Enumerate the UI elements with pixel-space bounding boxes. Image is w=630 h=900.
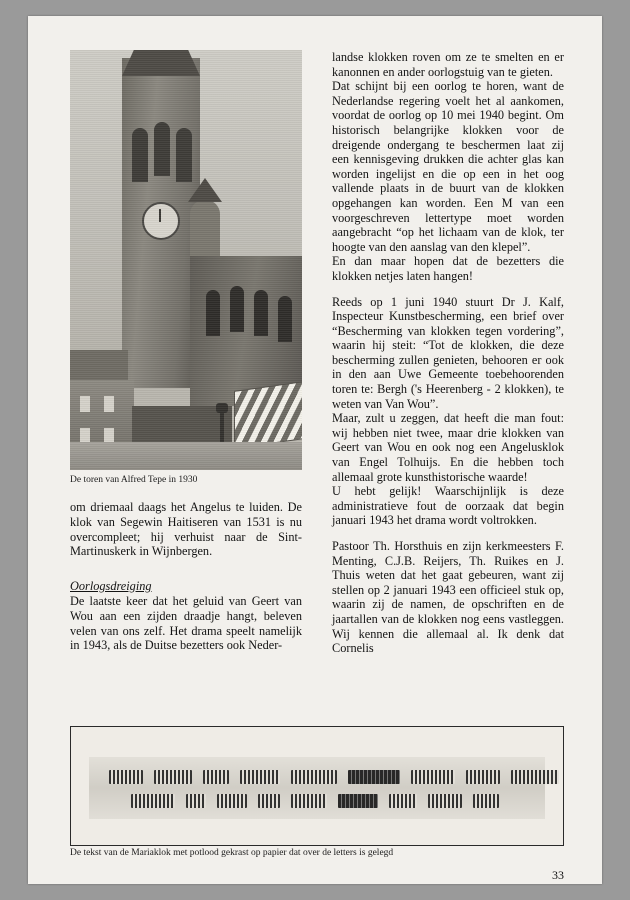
- photo-house-window: [80, 396, 90, 412]
- photo-window: [206, 290, 220, 336]
- rubbing-glyph-group: [186, 794, 206, 808]
- rubbing-glyph-group: [428, 794, 462, 808]
- photo-window: [254, 290, 268, 336]
- right-paragraph-1: landse klokken roven om ze te smelten en er kanonnen en ander oorlogstuig van te gieten.: [332, 50, 564, 79]
- photo-striped-awning: [234, 381, 302, 449]
- church-tower-photo: [70, 50, 302, 470]
- rubbing-glyph-group: [203, 770, 229, 784]
- page-content: [70, 50, 564, 882]
- right-paragraph-5: Maar, zult u zeggen, dat heeft die man fout: wij hebben niet twee, maar drie klokken van Geert van Wou en ook nog een Angelusklok van Engel Tolhuijs. En die hebben toch allemaal grote kunsthistorische waarde!: [332, 411, 564, 484]
- spacer: [70, 570, 302, 579]
- photo-house-window: [104, 396, 114, 412]
- left-paragraph-1: om driemaal daags het Angelus te luiden. De klok van Segewin Haitiseren van 1531 is nu overcompleet; hij verhuist naar de Sint-Martinuskerk in Wijnbergen.: [70, 500, 302, 559]
- rubbing-glyph-group: [338, 794, 378, 808]
- photo-belfry-louvre: [154, 122, 170, 176]
- rubbing-text-line-1: [109, 769, 559, 784]
- rubbing-glyph-group: [511, 770, 559, 784]
- photo-belfry-louvre: [132, 128, 148, 182]
- rubbing-glyph-group: [291, 794, 327, 808]
- photo-street: [70, 442, 302, 470]
- photo-window: [278, 296, 292, 342]
- rubbing-glyph-group: [348, 770, 400, 784]
- pencil-rubbing-paper: [89, 757, 545, 819]
- rubbing-glyph-group: [291, 770, 337, 784]
- rubbing-glyph-group: [466, 770, 500, 784]
- rubbing-text-line-2: [131, 793, 499, 808]
- rubbing-glyph-group: [389, 794, 417, 808]
- right-column: [332, 50, 564, 667]
- rubbing-glyph-group: [217, 794, 247, 808]
- photo-caption: De toren van Alfred Tepe in 1930: [70, 475, 198, 485]
- rubbing-glyph-group: [258, 794, 280, 808]
- right-paragraph-7: Pastoor Th. Horsthuis en zijn kerkmeesters F. Menting, C.J.B. Reijers, Th. Ruikes en J. Thuis weten dat het gaat gebeuren, want zij stellen op 2 januari 1943 een officieel stuk op, waarin zij de namen, de opschriften en de jaartallen van de klokken nog eens vastleggen. Wij kennen die allemaal al. Ik denk dat Cornelis: [332, 539, 564, 656]
- photo-belfry-louvre: [176, 128, 192, 182]
- left-paragraph-2: De laatste keer dat het geluid van Geert van Wou aan een zijden draadje hangt, beleven velen van ons zelf. Het drama speelt namelijk in 1943, als de Duitse bezetters ook Neder-: [70, 594, 302, 653]
- rubbing-glyph-group: [240, 770, 280, 784]
- photo-stair-turret: [190, 200, 220, 260]
- figure-caption: De tekst van de Mariaklok met potlood gekrast op papier dat over de letters is gelegd: [70, 848, 394, 858]
- document-page: [28, 16, 602, 884]
- photo-spire: [122, 50, 200, 76]
- section-subheading: Oorlogsdreiging: [70, 578, 152, 593]
- photo-figure: [70, 50, 302, 486]
- photo-window: [230, 286, 244, 332]
- rubbing-glyph-group: [109, 770, 143, 784]
- spacer: [70, 486, 302, 500]
- right-paragraph-4: Reeds op 1 juni 1940 stuurt Dr J. Kalf, Inspecteur Kunstbescherming, een brief over “Bescherming van klokken tegen vordering”, waarin hij steit: “Tot de klokken, die deze bescherming zullen genieten, behooren er ook in den aan Uwe Gemeente toebehoorenden toren te: Bergh ('s Heerenberg - 2 klokken), te weten van Van Wou”.: [332, 294, 564, 411]
- left-column: [70, 50, 302, 653]
- rubbing-glyph-group: [131, 794, 175, 808]
- bell-inscription-figure: [70, 726, 564, 846]
- right-paragraph-3: En dan maar hopen dat de bezetters die klokken netjes laten hangen!: [332, 254, 564, 283]
- photo-street-lamp: [220, 410, 224, 446]
- rubbing-glyph-group: [411, 770, 455, 784]
- photo-clock-face: [142, 202, 180, 240]
- rubbing-glyph-group: [154, 770, 192, 784]
- page-number: 33: [552, 868, 564, 882]
- rubbing-glyph-group: [473, 794, 499, 808]
- right-paragraph-6: U hebt gelijk! Waarschijnlijk is deze administratieve fout de oorzaak dat begin januari 1943 het drama wordt voltrokken.: [332, 484, 564, 528]
- right-paragraph-2: Dat schijnt bij een oorlog te horen, want de Nederlandse regering voelt het al aankomen, voordat de oorlog op 10 mei 1940 begint. Om historisch belangrijke klokken voor de dreigende ondergang te beschermen laat zij een kennisgeving drukken die achter glas kan worden ingelijst en die op een in het oog vallende plaats in de buurt van de klokken opgehangen kan worden. Een M van een voorgeschreven lettertype moet worden aangebracht “op het lichaam van de klok, ter hoogte van den aanslag van den klepel”.: [332, 79, 564, 254]
